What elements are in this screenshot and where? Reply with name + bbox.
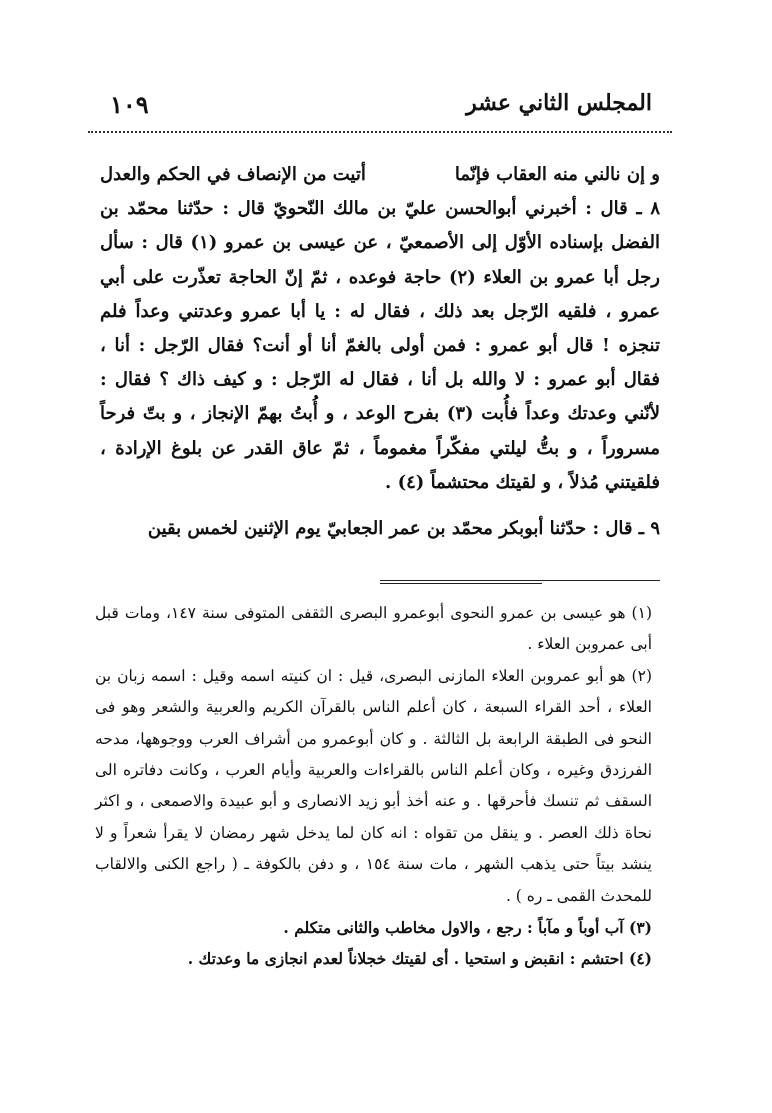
header-dotted-rule <box>88 131 672 133</box>
narration-9: ٩ ـ قال : حدّثنا أبوبكر محمّد بن عمر الجعابيّ يوم الإثنين لخمس بقين <box>147 518 660 540</box>
verse-second-hemistich: أتيت من الإنصاف في الحكم والعدل <box>100 164 366 185</box>
narration-8: ٨ ـ قال : أخبرني أبوالحسن عليّ بن مالك النّحويّ قال : حدّثنا محمّد بن الفضل بإسناده الأوّل إلى الأصمعيّ ، عن عيسى بن عمرو (١) قال : سأل رجل أبا عمرو بن العلاء (٢) حاجة فوعده ، ثمّ إنّ الحاجة تعذّرت على أبي عمرو ، فلقيه الرّجل بعد ذلك ، فقال له : يا أبا عمرو وعدتني وعداً فلم تنجزه ! قال أبو عمرو : فمن أولى بالغمّ أنا أو أنت؟ فقال الرّجل : أنا ، فقال أبو عمرو : لا والله بل أنا ، فقال له الرّجل : و كيف ذاك ؟ فقال : لأنّني وعدتك وعداً فأُبت (٣) بفرح الوعد ، و أُبتُ بهمّ الإنجاز ، و بتّ فرحاً مسروراً ، و بتُّ ليلتي مفكّراً مغموماً ، ثمّ عاق القدر عن بلوغ الإرادة ، فلقيتني مُذلاً ، و لقيتك محتشماً (٤) . <box>100 198 660 493</box>
chapter-title: المجلس الثاني عشر <box>466 90 652 116</box>
footnote-3: (٣) آب أوباً و مآباً : رجع ، والاول مخاطب والثانى متكلم . <box>283 918 652 938</box>
page-number: ١٠٩ <box>110 90 149 119</box>
footnote-1: (١) هو عيسى بن عمرو النحوى أبوعمرو البصرى الثقفى المتوفى سنة ١٤٧، ومات قبل أبى عمروبن العلاء . <box>95 604 652 654</box>
footnote-2: (٢) هو أبو عمروبن العلاء المازنى البصرى، قيل : ان كنيته اسمه وقيل : اسمه زبان بن العلاء ، أحد القراء السبعة ، كان أعلم الناس بالقرآن الكريم والعربية والشعر وهو فى النحو فى الطبقة الرابعة بل الثالثة . و كان أبوعمرو من أشراف العرب ووجوهها، مدحه الفرزدق وغيره ، وكان أعلم الناس بالقراءات والعربية وأيام العرب ، وكانت دفاتره الى السقف ثم تنسك فأحرقها . و عنه أخذ أبو زيد الانصارى و أبو عبيدة والاصمعى ، و اكثر نحاة ذلك العصر . و ينقل من تقواه : انه كان لما يدخل شهر رمضان لا يقرأ شعراً و لا ينشد بيتاً حتى يذهب الشهر ، مات سنة ١٥٤ ، و دفن بالكوفة ـ ( راجع الكنى والالقاب للمحدث القمى ـ ره ) . <box>95 666 652 905</box>
verse-first-hemistich: و إن نالني منه العقاب فإنّما <box>454 164 660 185</box>
footnote-separator <box>380 580 660 581</box>
footnotes <box>95 598 652 975</box>
poetry-verse <box>100 158 660 192</box>
page-header <box>110 88 652 128</box>
footnote-4: (٤) احتشم : انقبض و استحيا . أى لقيتك خجلاناً لعدم انجازى ما وعدتك . <box>187 949 652 969</box>
main-text <box>100 158 660 546</box>
footnote-separator-double <box>380 583 542 584</box>
